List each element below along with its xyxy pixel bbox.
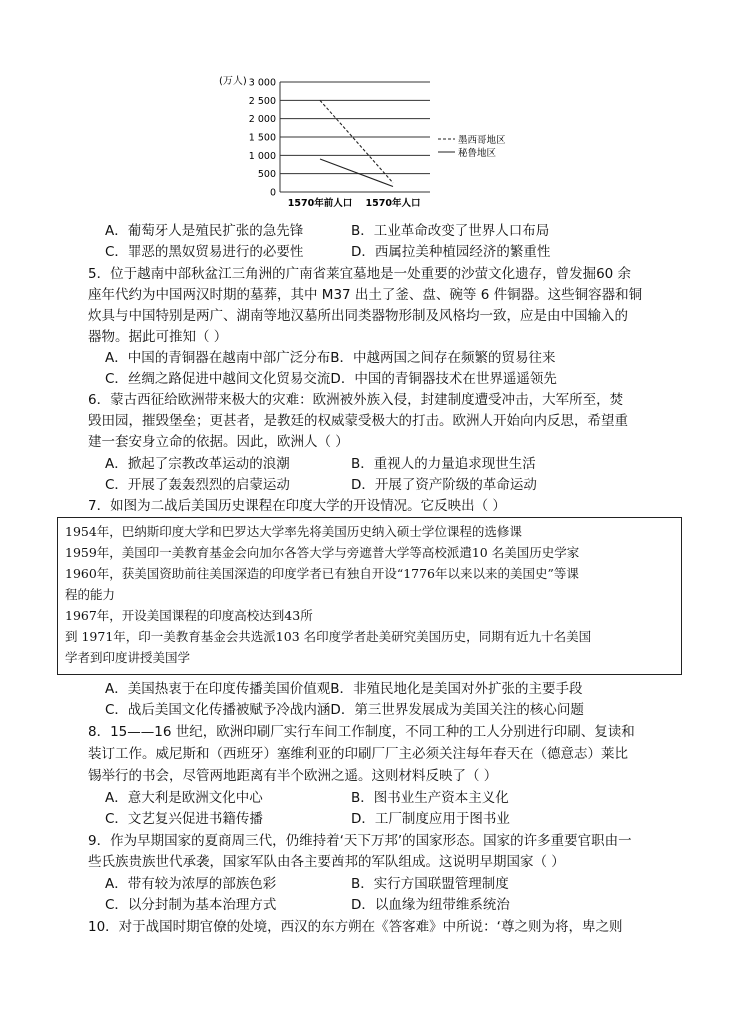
q5-options-cd[interactable]: C．丝绸之路促进中越间文化贸易交流D．中国的青铜器技术在世界遥遥领先	[105, 371, 557, 387]
q6-option-a[interactable]: A．掀起了宗教改革运动的浪潮	[105, 456, 290, 472]
q9-option-b[interactable]: B．实行方国联盟管理制度	[351, 876, 509, 892]
q8-stem-line: 8．15——16 世纪，欧洲印刷厂实行车间工作制度，不同工种的工人分别进行印刷、复读和	[88, 724, 635, 740]
q8-option-a[interactable]: A．意大利是欧洲文化中心	[105, 790, 263, 806]
q6-stem-line: 毁田园，摧毁堡垒；更甚者，是教廷的权威蒙受极大的打击。欧洲人开始向内反思，希望重	[88, 413, 628, 429]
y-axis-unit: (万人)	[219, 76, 247, 87]
series-line	[320, 159, 393, 187]
q6-option-c[interactable]: C．开展了轰轰烈烈的启蒙运动	[105, 477, 290, 493]
population-line-chart	[215, 72, 515, 222]
q7-material-box	[57, 517, 682, 675]
y-tick-label: 1 500	[248, 132, 276, 144]
q7-material-line: 到 1971年，印一美教育基金会共选派103 名印度学者赴美研究美国历史，同期有近九十名美国	[65, 629, 592, 644]
q7-material-line: 1960年，获美国资助前往美国深造的印度学者已有独自开设“1776年以来以来的美国史”等课	[65, 566, 579, 581]
legend-label: 秘鲁地区	[458, 148, 497, 159]
q7-material-line: 1967年，开设美国课程的印度高校达到43所	[65, 608, 313, 623]
q7-material-line: 学者到印度讲授美国学	[65, 650, 191, 665]
q4-option-d[interactable]: D．西属拉美种植园经济的繁重性	[351, 244, 551, 260]
q4-option-a[interactable]: A．葡萄牙人是殖民扩张的急先锋	[105, 223, 304, 239]
q7-options-ab[interactable]: A．美国热衷于在印度传播美国价值观B．非殖民地化是美国对外扩张的主要手段	[105, 681, 583, 697]
q9-option-a[interactable]: A．带有较为浓厚的部族色彩	[105, 876, 277, 892]
gridlines	[280, 82, 430, 192]
q5-stem-line: 座年代约为中国两汉时期的墓葬，其中 M37 出土了釜、盘、碗等 6 件铜器。这些铜容器和铜	[88, 287, 643, 303]
series-line	[320, 100, 393, 183]
q7-stem: 7．如图为二战后美国历史课程在印度大学的开设情况。它反映出（ ）	[88, 498, 506, 514]
y-tick-labels	[249, 78, 276, 199]
y-tick-label: 2 500	[248, 95, 276, 107]
y-tick-label: 2 000	[248, 114, 276, 126]
chart-legend	[438, 134, 506, 159]
q6-option-d[interactable]: D．开展了资产阶级的革命运动	[351, 477, 537, 493]
q8-option-d[interactable]: D．工厂制度应用于图书业	[351, 811, 510, 827]
q6-stem-line: 6．蒙古西征给欧洲带来极大的灾难：欧洲被外族入侵，封建制度遭受冲击，大军所至，焚	[88, 392, 624, 408]
q9-option-c[interactable]: C．以分封制为基本治理方式	[105, 897, 277, 913]
legend-label: 墨西哥地区	[458, 135, 506, 146]
q4-option-c[interactable]: C．罪恶的黑奴贸易进行的必要性	[105, 244, 304, 260]
y-tick-label: 3 000	[248, 77, 276, 89]
q7-material-line: 1954年，巴纳斯印度大学和巴罗达大学率先将美国历史纳入硕士学位课程的选修课	[65, 524, 522, 539]
q5-stem-line: 炊具与中国特别是两广、湖南等地汉墓所出同类器物形制及风格均一致，应是由中国输入的	[88, 308, 628, 324]
q10-stem-line: 10．对于战国时期官僚的处境，西汉的东方朔在《答客难》中所说：‘尊之则为将，卑之则	[88, 919, 623, 935]
q9-stem-line: 9．作为早期国家的夏商周三代，仍维持着‘天下万邦’的国家形态。国家的许多重要官职由一	[88, 833, 632, 849]
x-tick-labels	[288, 197, 421, 209]
q7-material-line: 程的能力	[65, 587, 116, 602]
q8-option-c[interactable]: C．文艺复兴促进书籍传播	[105, 811, 263, 827]
q5-options-ab[interactable]: A．中国的青铜器在越南中部广泛分布B．中越两国之间存在频繁的贸易往来	[105, 350, 556, 366]
q4-option-b[interactable]: B．工业革命改变了世界人口布局	[351, 223, 550, 239]
q9-option-d[interactable]: D．以血缘为纽带维系统治	[351, 897, 510, 913]
y-tick-label: 1 000	[248, 150, 276, 162]
q8-stem-line: 锡举行的书会，尽管两地距离有半个欧洲之遥。这则材料反映了（ ）	[88, 768, 498, 784]
q5-stem-line: 器物。据此可推知（ ）	[88, 329, 228, 345]
q6-option-b[interactable]: B．重视人的力量追求现世生活	[351, 456, 536, 472]
q7-options-cd[interactable]: C．战后美国文化传播被赋予冷战内涵D．第三世界发展成为美国关注的核心问题	[105, 702, 584, 718]
q9-stem-line: 些氏族贵族世代承袭，国家军队由各主要酋邦的军队组成。这说明早期国家（ ）	[88, 854, 565, 870]
q8-stem-line: 装订工作。威尼斯和（西班牙）塞维利亚的印刷厂厂主必须关注每年春天在（德意志）莱比	[88, 746, 628, 762]
y-tick-label: 0	[269, 187, 276, 199]
q6-stem-line: 建一套安身立命的依据。因此，欧洲人（ ）	[88, 434, 349, 450]
y-tick-label: 500	[257, 169, 276, 181]
x-tick-label: 1570年人口	[365, 198, 421, 209]
q8-option-b[interactable]: B．图书业生产资本主义化	[351, 790, 509, 806]
x-tick-label: 1570年前人口	[287, 198, 353, 209]
q7-material-line: 1959年，美国印一美教育基金会向加尔各答大学与旁遮普大学等高校派遣10 名美国历史学家	[65, 545, 580, 560]
q5-stem-line: 5．位于越南中部秋盆江三角洲的广南省莱宜墓地是一处重要的沙萤文化遗存，曾发掘60 余	[88, 266, 632, 282]
